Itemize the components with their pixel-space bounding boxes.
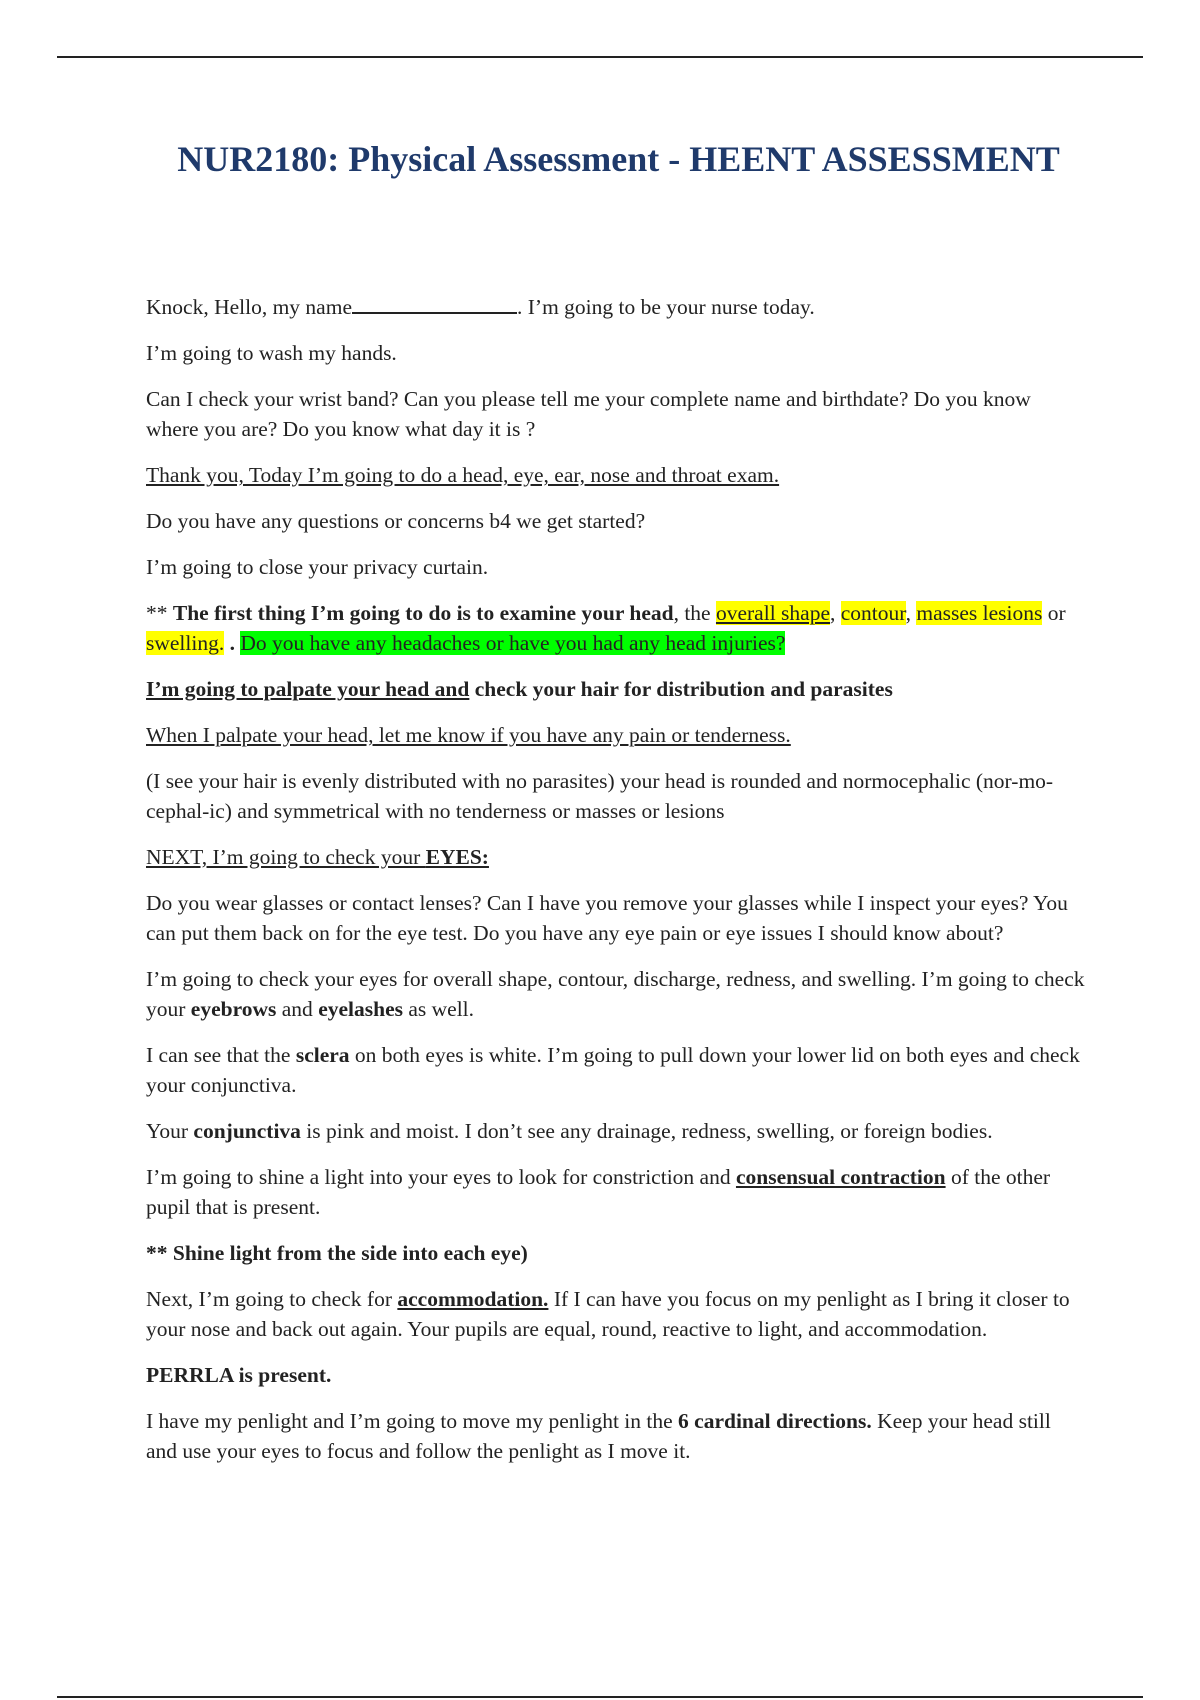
text-fragment: Keep your head still and use your eyes to focus and follow the penlight as I move it. bbox=[146, 1409, 1051, 1463]
text-fragment: I can see that the bbox=[146, 1043, 296, 1067]
top-rule bbox=[57, 56, 1143, 58]
eyes-heading-bold: EYES: bbox=[425, 845, 489, 869]
text-fragment: or bbox=[1042, 601, 1066, 625]
eyelashes-bold: eyelashes bbox=[318, 997, 403, 1021]
highlight-contour: contour bbox=[840, 601, 906, 625]
questions-paragraph: Do you have any questions or concerns b4 we get started? bbox=[146, 509, 646, 533]
text-fragment: on both eyes is white. I’m going to pull down your lower lid on both eyes and check your conjunctiva. bbox=[146, 1043, 1080, 1097]
accommodation-paragraph bbox=[146, 1284, 1086, 1344]
eyebrows-bold: eyebrows bbox=[190, 997, 277, 1021]
text-fragment: as well. bbox=[402, 997, 475, 1021]
perrla-paragraph: PERRLA is present. bbox=[146, 1363, 332, 1387]
hair-distribution-text: check your hair for distribution and parasites bbox=[469, 677, 893, 701]
conjunctiva-bold: conjunctiva bbox=[193, 1119, 301, 1143]
highlight-headache-question: Do you have any headaches or have you had any head injuries? bbox=[240, 631, 786, 655]
text-fragment: I’m going to check your eyes for overall shape, contour, discharge, redness, and swelling. I’m going to check your bbox=[146, 967, 1085, 1021]
page-title: NUR2180: Physical Assessment - HEENT ASSESSMENT bbox=[177, 139, 1060, 179]
wash-hands-paragraph: I’m going to wash my hands. bbox=[146, 341, 397, 365]
accommodation-bold: accommodation. bbox=[397, 1287, 549, 1311]
name-blank bbox=[352, 290, 517, 314]
greeting-text-end: . I’m going to be your nurse today. bbox=[517, 295, 815, 319]
sclera-paragraph bbox=[146, 1040, 1086, 1100]
eyes-heading-text: NEXT, I’m going to check your bbox=[146, 845, 426, 869]
text-fragment: , bbox=[905, 601, 917, 625]
head-findings-paragraph: (I see your hair is evenly distributed with no parasites) your head is rounded and normocephalic (nor-mo-cephal-ic) and symmetrical with no tenderness or masses or lesions bbox=[146, 769, 1054, 823]
highlight-overall-shape: overall shape bbox=[715, 601, 831, 625]
conjunctiva-paragraph bbox=[146, 1116, 1086, 1146]
text-fragment: Next, I’m going to check for bbox=[146, 1287, 398, 1311]
text-fragment: If I can have you focus on my penlight as I bring it closer to your nose and back out again. Your pupils are equal, round, reactive to light, and accommodation. bbox=[146, 1287, 1070, 1341]
text-fragment: is pink and moist. I don’t see any drainage, redness, swelling, or foreign bodies. bbox=[300, 1119, 993, 1143]
text-fragment: and bbox=[276, 997, 319, 1021]
text-fragment: of the other pupil that is present. bbox=[146, 1165, 1051, 1219]
highlight-masses-lesions: masses lesions bbox=[916, 601, 1043, 625]
text-fragment: I have my penlight and I’m going to move my penlight in the bbox=[146, 1409, 679, 1433]
highlight-swelling: swelling. bbox=[146, 631, 225, 655]
palpate-head-underlined: I’m going to palpate your head and bbox=[146, 677, 470, 701]
text-fragment: , bbox=[830, 601, 841, 625]
sclera-bold: sclera bbox=[295, 1043, 350, 1067]
text-fragment: . bbox=[224, 631, 241, 655]
text-fragment: , the bbox=[673, 601, 716, 625]
document-body bbox=[146, 290, 1086, 1482]
text-fragment: Your bbox=[146, 1119, 194, 1143]
shine-light-paragraph bbox=[146, 1162, 1086, 1222]
shine-light-note: ** Shine light from the side into each eye) bbox=[146, 1241, 528, 1265]
eyes-heading bbox=[146, 842, 1086, 872]
cardinal-directions-paragraph bbox=[146, 1406, 1086, 1466]
wrist-band-paragraph: Can I check your wrist band? Can you please tell me your complete name and birthdate? Do you know where you are? Do you know what day it is ? bbox=[146, 387, 1031, 441]
examine-head-paragraph bbox=[146, 598, 1086, 658]
privacy-curtain-paragraph: I’m going to close your privacy curtain. bbox=[146, 555, 489, 579]
eye-inspection-paragraph bbox=[146, 964, 1086, 1024]
asterisks: ** bbox=[146, 601, 173, 625]
exam-intro-paragraph: Thank you, Today I’m going to do a head, eye, ear, nose and throat exam. bbox=[146, 463, 780, 487]
bottom-rule bbox=[57, 1696, 1143, 1698]
examine-head-bold: The first thing I’m going to do is to examine your head bbox=[172, 601, 674, 625]
text-fragment: I’m going to shine a light into your eyes to look for constriction and bbox=[146, 1165, 736, 1189]
greeting-paragraph bbox=[146, 290, 1086, 322]
glasses-paragraph: Do you wear glasses or contact lenses? Can I have you remove your glasses while I inspect your eyes? You can put them back on for the eye test. Do you have any eye pain or eye issues I should know about? bbox=[146, 891, 1068, 945]
cardinal-directions-bold: 6 cardinal directions. bbox=[678, 1409, 872, 1433]
consensual-contraction-bold: consensual contraction bbox=[735, 1165, 946, 1189]
greeting-text: Knock, Hello, my name bbox=[146, 295, 352, 319]
palpate-head-paragraph bbox=[146, 674, 1086, 704]
palpate-pain-paragraph: When I palpate your head, let me know if you have any pain or tenderness. bbox=[146, 723, 791, 747]
